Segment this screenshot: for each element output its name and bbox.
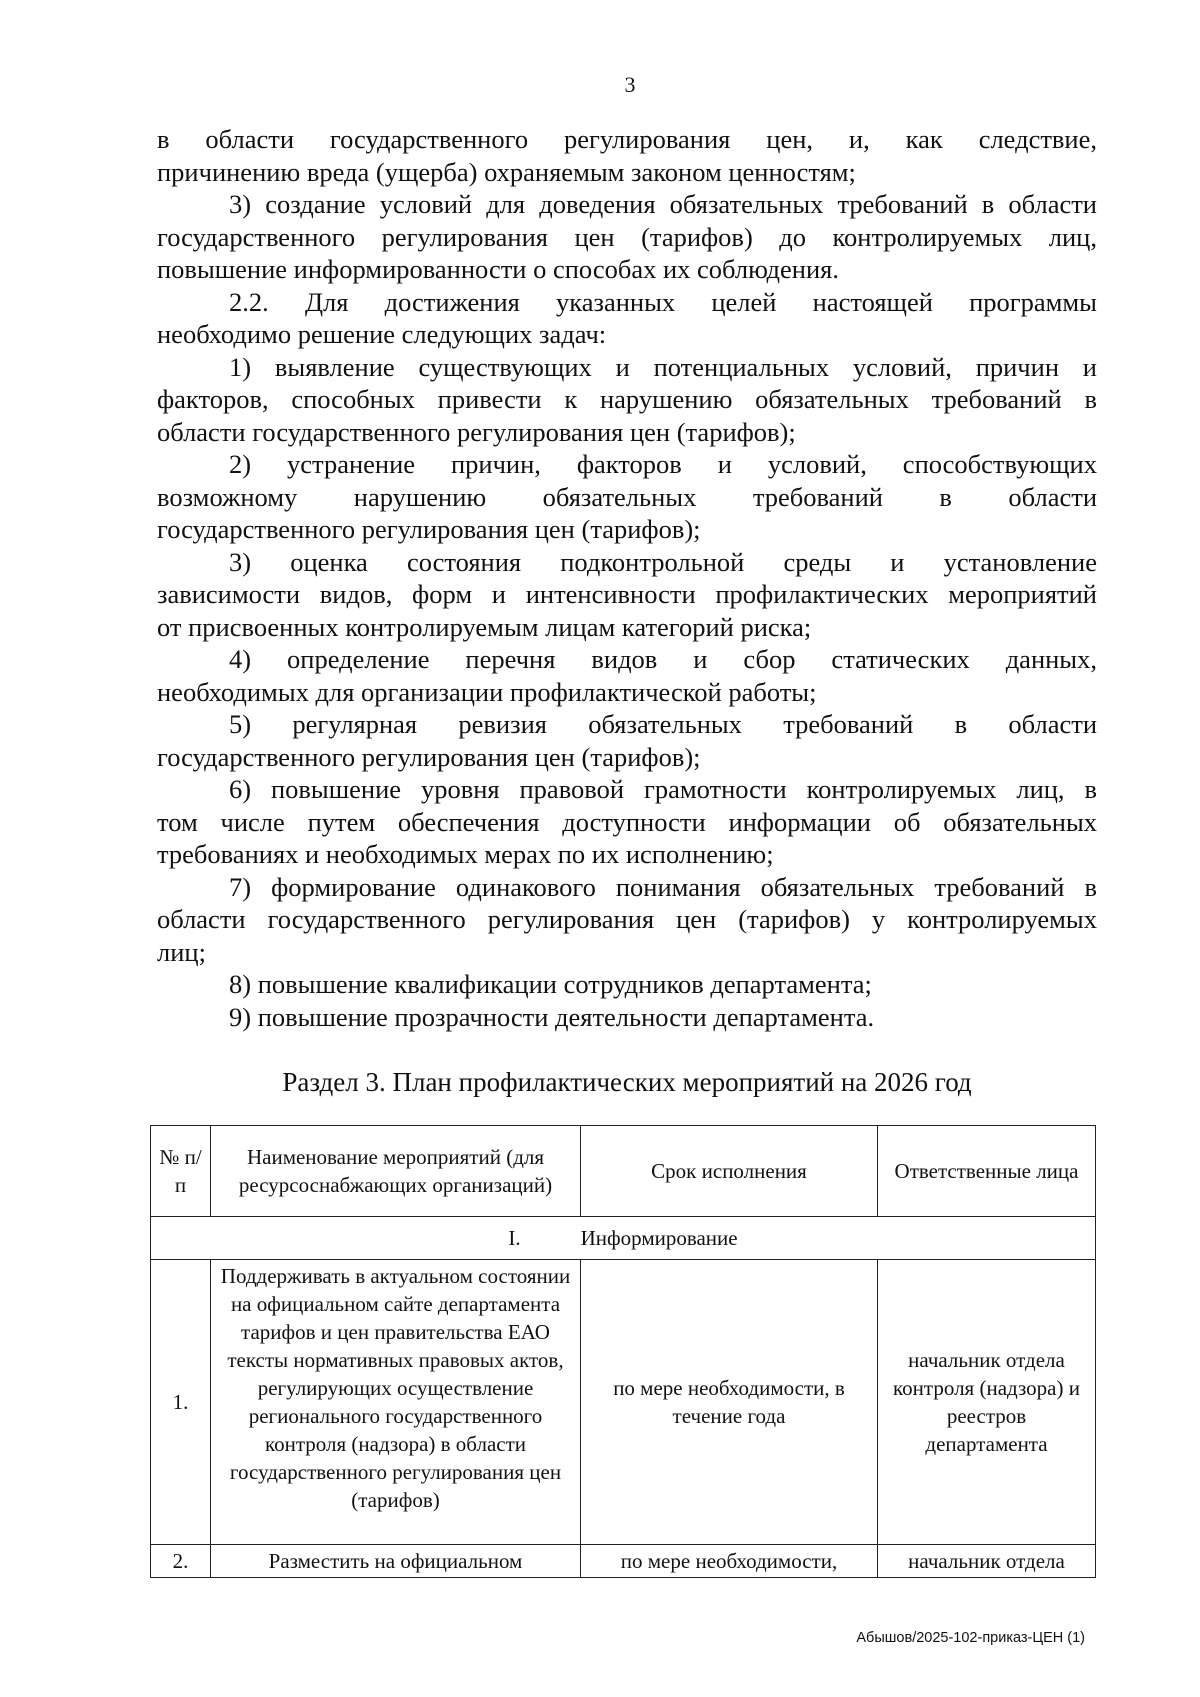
section-roman: I. xyxy=(508,1226,521,1250)
document-footer: Абышов/2025-102-приказ-ЦЕН (1) xyxy=(856,1630,1085,1646)
text-line: 2) устранение причин, факторов и условий, способствующих xyxy=(229,449,1097,479)
text-line: зависимости видов, форм и интенсивности профилактических мероприятий xyxy=(157,579,1097,609)
text-line: государственного регулирования цен (тарифов); xyxy=(157,514,701,544)
text-line: том числе путем обеспечения доступности информации об обязательных xyxy=(157,806,1097,837)
plan-table xyxy=(150,1125,1096,1578)
section-title: Раздел 3. План профилактических мероприятий на 2026 год xyxy=(282,1067,972,1097)
text-line: повышение информированности о способах их соблюдения. xyxy=(157,254,839,284)
paragraph xyxy=(157,546,1097,644)
cell-responsible: начальник отдела контроля (надзора) и реестров департамента xyxy=(878,1260,1096,1545)
text-line: в области государственного регулирования цен, и, как следствие, xyxy=(157,124,1097,154)
text-line: 3) создание условий для доведения обязательных требований в области xyxy=(229,189,1097,219)
text-line: 5) регулярная ревизия обязательных требований в области xyxy=(229,709,1097,739)
cell-num: 1. xyxy=(151,1260,211,1545)
paragraph xyxy=(157,643,1097,708)
paragraph xyxy=(157,286,1097,351)
page-number: 3 xyxy=(624,72,636,97)
paragraph xyxy=(157,188,1097,286)
header-deadline: Срок исполнения xyxy=(581,1126,878,1217)
table-section-row xyxy=(151,1217,1096,1260)
text-line: 8) повышение квалификации сотрудников департамента; xyxy=(229,969,872,999)
paragraph xyxy=(157,351,1097,449)
text-line: государственного регулирования цен (тарифов) до контролируемых лиц, xyxy=(157,221,1097,252)
text-line: 1) выявление существующих и потенциальных условий, причин и xyxy=(229,351,1097,382)
text-line: 2.2. Для достижения указанных целей настоящей программы xyxy=(229,286,1097,317)
section-name: Информирование xyxy=(580,1226,738,1250)
body-text xyxy=(157,123,1097,1033)
text-line: 6) повышение уровня правовой грамотности контролируемых лиц, в xyxy=(229,774,1097,804)
text-line: необходимых для организации профилактической работы; xyxy=(157,676,817,707)
cell-deadline: по мере необходимости, в течение года xyxy=(581,1260,878,1545)
paragraph xyxy=(157,871,1097,969)
paragraph xyxy=(157,708,1097,773)
header-name: Наименование мероприятий (для ресурсоснабжающих организаций) xyxy=(211,1126,581,1217)
text-line: факторов, способных привести к нарушению обязательных требований в xyxy=(157,384,1097,414)
text-line: причинению вреда (ущерба) охраняемым законом ценностям; xyxy=(157,156,856,187)
paragraph xyxy=(157,968,1097,1001)
text-line: 9) повышение прозрачности деятельности департамента. xyxy=(229,1001,875,1032)
text-line: 7) формирование одинакового понимания обязательных требований в xyxy=(229,871,1097,902)
text-line: области государственного регулирования цен (тарифов) у контролируемых xyxy=(157,904,1097,934)
paragraph xyxy=(157,773,1097,871)
text-line: необходимо решение следующих задач: xyxy=(157,319,607,349)
header-num: № п/п xyxy=(151,1126,211,1217)
table-header-row xyxy=(151,1126,1096,1217)
header-responsible: Ответственные лица xyxy=(878,1126,1096,1217)
cell-name: Разместить на официальном xyxy=(211,1545,581,1578)
text-line: 3) оценка состояния подконтрольной среды и установление xyxy=(229,546,1097,577)
paragraph xyxy=(157,123,1097,188)
cell-deadline: по мере необходимости, xyxy=(581,1545,878,1578)
text-line: возможному нарушению обязательных требований в области xyxy=(157,481,1097,512)
text-line: от присвоенных контролируемым лицам категорий риска; xyxy=(157,611,812,642)
section-cell xyxy=(151,1217,1096,1260)
text-line: области государственного регулирования цен (тарифов); xyxy=(157,416,796,447)
cell-name: Поддерживать в актуальном состоянии на официальном сайте департамента тарифов и цен правительства ЕАО тексты нормативных правовых актов, регулирующих осуществление регионального государственного контроля (надзора) в области государственного регулирования цен (тарифов) xyxy=(211,1260,581,1545)
text-line: государственного регулирования цен (тарифов); xyxy=(157,741,701,772)
cell-responsible: начальник отдела xyxy=(878,1545,1096,1578)
paragraph xyxy=(157,1001,1097,1034)
table-row xyxy=(151,1545,1096,1578)
text-line: 4) определение перечня видов и сбор статических данных, xyxy=(229,644,1097,674)
text-line: требованиях и необходимых мерах по их исполнению; xyxy=(157,839,774,869)
paragraph xyxy=(157,448,1097,546)
table-row xyxy=(151,1260,1096,1545)
text-line: лиц; xyxy=(157,936,206,967)
cell-num: 2. xyxy=(151,1545,211,1578)
